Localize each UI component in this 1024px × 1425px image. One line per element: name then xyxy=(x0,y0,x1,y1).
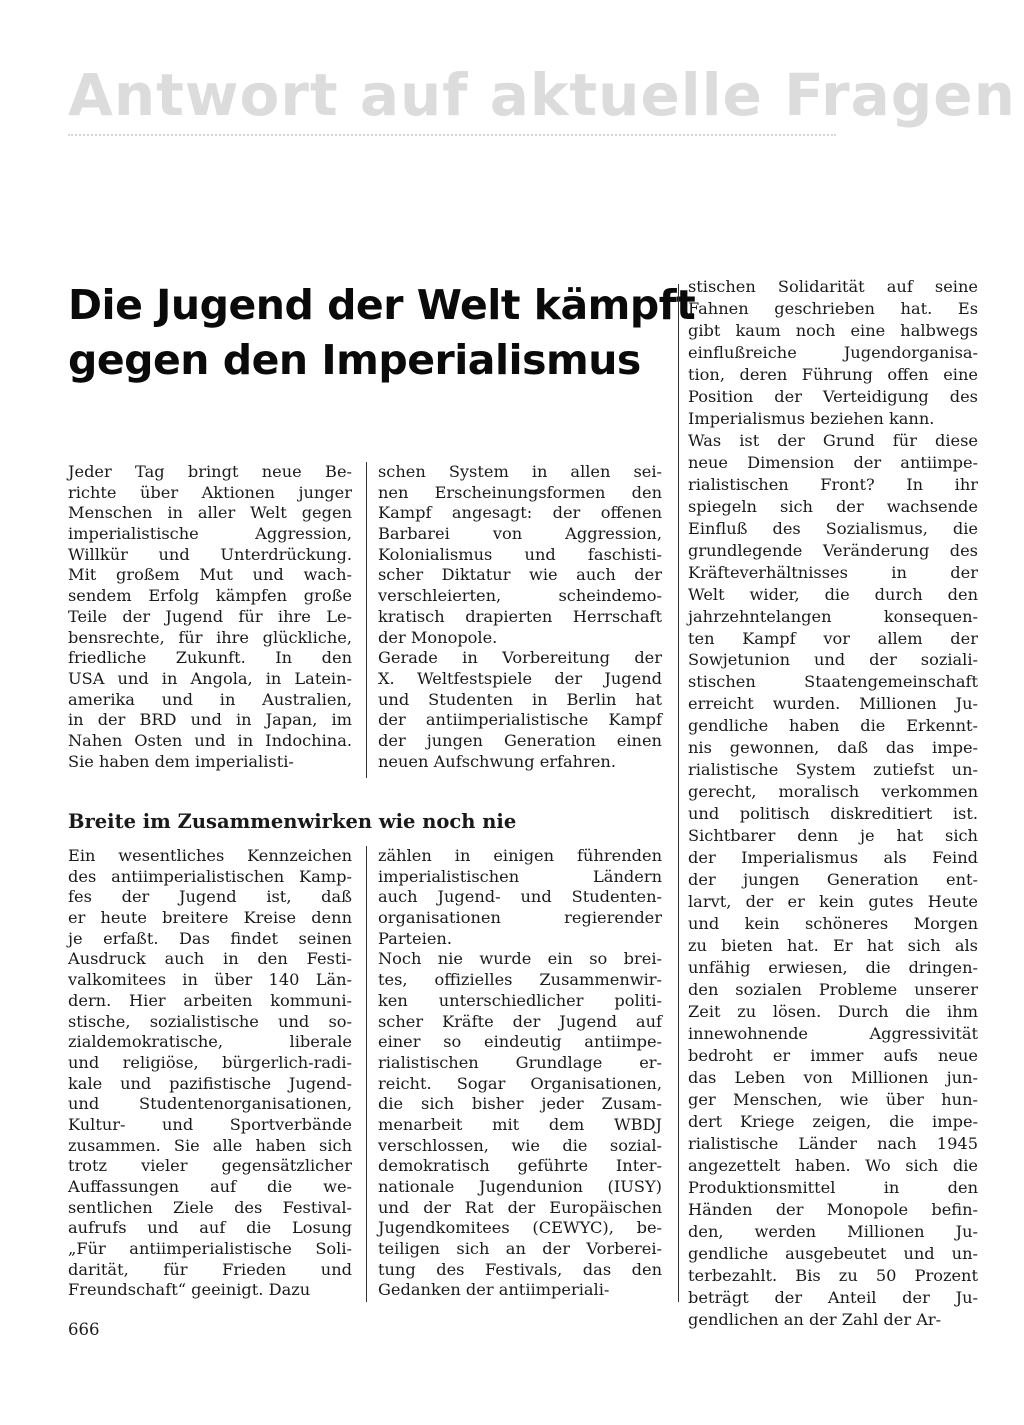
text-line: gerecht, moralisch verkommen xyxy=(688,782,978,802)
text-line: der antiimperialistische Kampf xyxy=(378,710,662,730)
text-line: Menschen in aller Welt gegen xyxy=(68,503,352,523)
text-line: richte über Aktionen junger xyxy=(68,482,352,502)
text-line: einer so eindeutig antiimpe- xyxy=(378,1032,662,1052)
section-heading: Antwort auf aktuelle Fragen xyxy=(68,61,1016,129)
text-line: und Studenten in Berlin hat xyxy=(378,689,662,709)
text-line: und der Rat der Europäischen xyxy=(378,1197,662,1217)
text-line: stische, sozialistische und so- xyxy=(68,1011,352,1031)
text-line: gendliche haben die Erkennt- xyxy=(688,716,978,736)
text-line: Kolonialismus und faschisti- xyxy=(378,544,662,564)
text-line: rialistische Länder nach 1945 xyxy=(688,1133,978,1153)
text-line: Welt wider, die durch den xyxy=(688,584,978,604)
text-line: und religiöse, bürgerlich-radi- xyxy=(68,1052,352,1072)
body-column-middle-top xyxy=(378,462,662,772)
text-line: Noch nie wurde ein so brei- xyxy=(378,949,662,969)
text-line: das Leben von Millionen jun- xyxy=(688,1067,978,1087)
text-line: Sie haben dem imperialisti- xyxy=(68,751,294,771)
text-line: gendlichen an der Zahl der Ar- xyxy=(688,1309,942,1329)
text-line: rialistische System zutiefst un- xyxy=(688,760,978,780)
text-line: je erfaßt. Das findet seinen xyxy=(68,928,352,948)
text-line: nationale Jugendunion (IUSY) xyxy=(378,1177,662,1196)
text-line: demokratisch geführte Inter- xyxy=(378,1156,662,1176)
text-line: und Studentenorganisationen, xyxy=(68,1094,352,1114)
text-line: gibt kaum noch eine halbwegs xyxy=(688,320,978,340)
text-line: zu bieten hat. Er hat sich als xyxy=(688,936,978,956)
text-line: friedliche Zukunft. In den xyxy=(68,648,352,668)
text-line: teiligen sich an der Vorberei- xyxy=(378,1239,662,1259)
text-line: der jungen Generation ent- xyxy=(688,870,978,890)
text-line: Imperialismus beziehen kann. xyxy=(688,408,935,428)
column-divider xyxy=(366,846,367,1302)
text-line: tung des Festivals, das den xyxy=(378,1259,662,1279)
text-line: nis gewonnen, daß das impe- xyxy=(688,738,978,758)
text-line: Auffassungen auf die we- xyxy=(68,1177,352,1196)
text-line: Was ist der Grund für diese xyxy=(688,430,978,450)
text-line: organisationen regierender xyxy=(378,908,662,928)
text-line: erreicht wurden. Millionen Ju- xyxy=(688,694,978,714)
text-line: valkomitees in über 140 Län- xyxy=(68,970,352,990)
text-line: einflußreiche Jugendorganisa- xyxy=(688,342,978,362)
text-line: auch Jugend- und Studenten- xyxy=(378,887,662,907)
text-line: USA und in Angola, in Latein- xyxy=(68,668,352,688)
text-line: beträgt der Anteil der Ju- xyxy=(688,1287,978,1307)
text-line: spiegeln sich der wachsende xyxy=(688,496,978,516)
text-line: reicht. Sogar Organisationen, xyxy=(378,1073,662,1093)
text-line: der Monopole. xyxy=(378,627,498,647)
text-line: ten Kampf vor allem der xyxy=(688,628,978,648)
text-line: scher Diktatur wie auch der xyxy=(378,565,662,585)
text-line: Teile der Jugend für ihre Le- xyxy=(68,606,352,626)
text-line: Gerade in Vorbereitung der xyxy=(378,648,662,668)
text-line: sendem Erfolg kämpfen große xyxy=(68,586,352,606)
text-line: trotz vieler gegensätzlicher xyxy=(68,1156,352,1176)
text-line: nen Erscheinungsformen den xyxy=(378,482,662,502)
text-line: Ausdruck auch in den Festi- xyxy=(68,949,352,969)
text-line: zialdemokratische, liberale xyxy=(68,1032,352,1052)
text-line: des antiimperialistischen Kamp- xyxy=(68,866,352,886)
text-line: imperialistische Aggression, xyxy=(68,524,352,544)
text-line: Willkür und Unterdrückung. xyxy=(68,544,352,564)
text-line: Parteien. xyxy=(378,928,452,948)
text-line: menarbeit mit dem WBDJ xyxy=(378,1114,662,1134)
headline-line: gegen den Imperialismus xyxy=(68,336,641,384)
text-line: Mit großem Mut und wach- xyxy=(68,565,352,585)
text-line: den sozialen Probleme unserer xyxy=(688,980,978,999)
text-line: Produktionsmittel in den xyxy=(688,1177,978,1197)
text-line: bensrechte, für ihre glückliche, xyxy=(68,627,352,647)
text-line: amerika und in Australien, xyxy=(68,689,352,709)
text-line: Ein wesentliches Kennzeichen xyxy=(68,846,352,865)
text-line: den, werden Millionen Ju- xyxy=(688,1221,978,1241)
text-line: Barbarei von Aggression, xyxy=(378,524,662,544)
subheading: Breite im Zusammenwirken wie noch nie xyxy=(68,810,517,833)
text-line: terbezahlt. Bis zu 50 Prozent xyxy=(688,1265,978,1285)
text-line: Kultur- und Sportverbände xyxy=(68,1114,352,1134)
column-divider xyxy=(366,462,367,778)
text-line: bedroht er immer aufs neue xyxy=(688,1045,978,1065)
text-line: kale und pazifistische Jugend- xyxy=(68,1073,352,1093)
text-line: Sichtbarer denn je hat sich xyxy=(688,826,978,846)
text-line: die sich bisher jeder Zusam- xyxy=(378,1094,662,1114)
page-number: 666 xyxy=(68,1320,100,1339)
text-line: aufrufs und auf die Losung xyxy=(68,1218,352,1238)
article-headline xyxy=(68,278,696,388)
text-line: dern. Hier arbeiten kommuni- xyxy=(68,990,352,1010)
text-line: fes der Jugend ist, daß xyxy=(68,887,352,907)
text-line: scher Kräfte der Jugend auf xyxy=(378,1011,662,1031)
text-line: tes, offizielles Zusammenwir- xyxy=(378,970,662,990)
body-column-left-top xyxy=(68,462,352,772)
text-line: Einfluß des Sozialismus, die xyxy=(688,518,978,538)
text-line: Fahnen geschrieben hat. Es xyxy=(688,298,978,318)
text-line: tion, deren Führung offen eine xyxy=(688,364,978,384)
text-line: neue Dimension der antiimpe- xyxy=(688,452,978,472)
text-line: kratisch drapierten Herrschaft xyxy=(378,606,662,626)
text-line: er heute breitere Kreise denn xyxy=(68,908,352,928)
text-line: rialistischen Front? In ihr xyxy=(688,474,978,494)
text-line: sentlichen Ziele des Festival- xyxy=(68,1197,352,1217)
text-line: stischen Solidarität auf seine xyxy=(688,277,978,296)
text-line: grundlegende Veränderung des xyxy=(688,540,978,560)
body-column-right xyxy=(688,276,978,1331)
text-line: rialistischen Grundlage er- xyxy=(378,1052,662,1072)
text-line: Jugendkomitees (CEWYC), be- xyxy=(378,1218,662,1238)
text-line: und politisch diskreditiert ist. xyxy=(688,804,978,824)
body-column-left-bottom xyxy=(68,846,352,1301)
text-line: Zeit zu lösen. Durch die ihm xyxy=(688,1001,978,1021)
text-line: zählen in einigen führenden xyxy=(378,846,662,865)
text-line: Kampf angesagt: der offenen xyxy=(378,503,662,523)
text-line: jahrzehntelangen konsequen- xyxy=(688,606,978,626)
text-line: Gedanken der antiimperiali- xyxy=(378,1280,610,1300)
text-line: und kein schöneres Morgen xyxy=(688,914,978,934)
text-line: imperialistischen Ländern xyxy=(378,866,662,886)
text-line: gendliche ausgebeutet und un- xyxy=(688,1243,978,1263)
text-line: verschleierten, scheindemo- xyxy=(378,586,662,606)
text-line: zusammen. Sie alle haben sich xyxy=(68,1135,352,1155)
text-line: Händen der Monopole befin- xyxy=(688,1199,978,1219)
body-column-middle-bottom xyxy=(378,846,662,1301)
text-line: angezettelt haben. Wo sich die xyxy=(688,1155,978,1175)
headline-line: Die Jugend der Welt kämpft xyxy=(68,281,696,329)
text-line: unfähig erwiesen, die dringen- xyxy=(688,958,978,978)
text-line: Nahen Osten und in Indochina. xyxy=(68,730,352,750)
text-line: Position der Verteidigung des xyxy=(688,386,978,406)
text-line: der jungen Generation einen xyxy=(378,730,662,750)
text-line: dert Kriege zeigen, die impe- xyxy=(688,1111,978,1131)
text-line: ger Menschen, wie über hun- xyxy=(688,1089,978,1109)
text-line: Freundschaft“ geeinigt. Dazu xyxy=(68,1280,311,1300)
text-line: der Imperialismus als Feind xyxy=(688,848,978,868)
text-line: verschlossen, wie die sozial- xyxy=(378,1135,662,1155)
text-line: ken unterschiedlicher politi- xyxy=(378,990,662,1010)
text-line: „Für antiimperialistische Soli- xyxy=(68,1239,352,1259)
section-heading-rule xyxy=(68,134,836,136)
text-line: stischen Staatengemeinschaft xyxy=(688,672,978,692)
column-divider xyxy=(678,284,679,1302)
text-line: larvt, der er kein gutes Heute xyxy=(688,892,978,912)
text-line: darität, für Frieden und xyxy=(68,1259,352,1279)
text-line: Sowjetunion und der soziali- xyxy=(688,650,978,670)
text-line: innewohnende Aggressivität xyxy=(688,1023,978,1043)
text-line: X. Weltfestspiele der Jugend xyxy=(378,668,662,688)
text-line: schen System in allen sei- xyxy=(378,462,662,481)
text-line: Jeder Tag bringt neue Be- xyxy=(68,462,352,481)
text-line: Kräfteverhältnisses in der xyxy=(688,562,978,582)
text-line: in der BRD und in Japan, im xyxy=(68,710,352,730)
text-line: neuen Aufschwung erfahren. xyxy=(378,751,616,771)
